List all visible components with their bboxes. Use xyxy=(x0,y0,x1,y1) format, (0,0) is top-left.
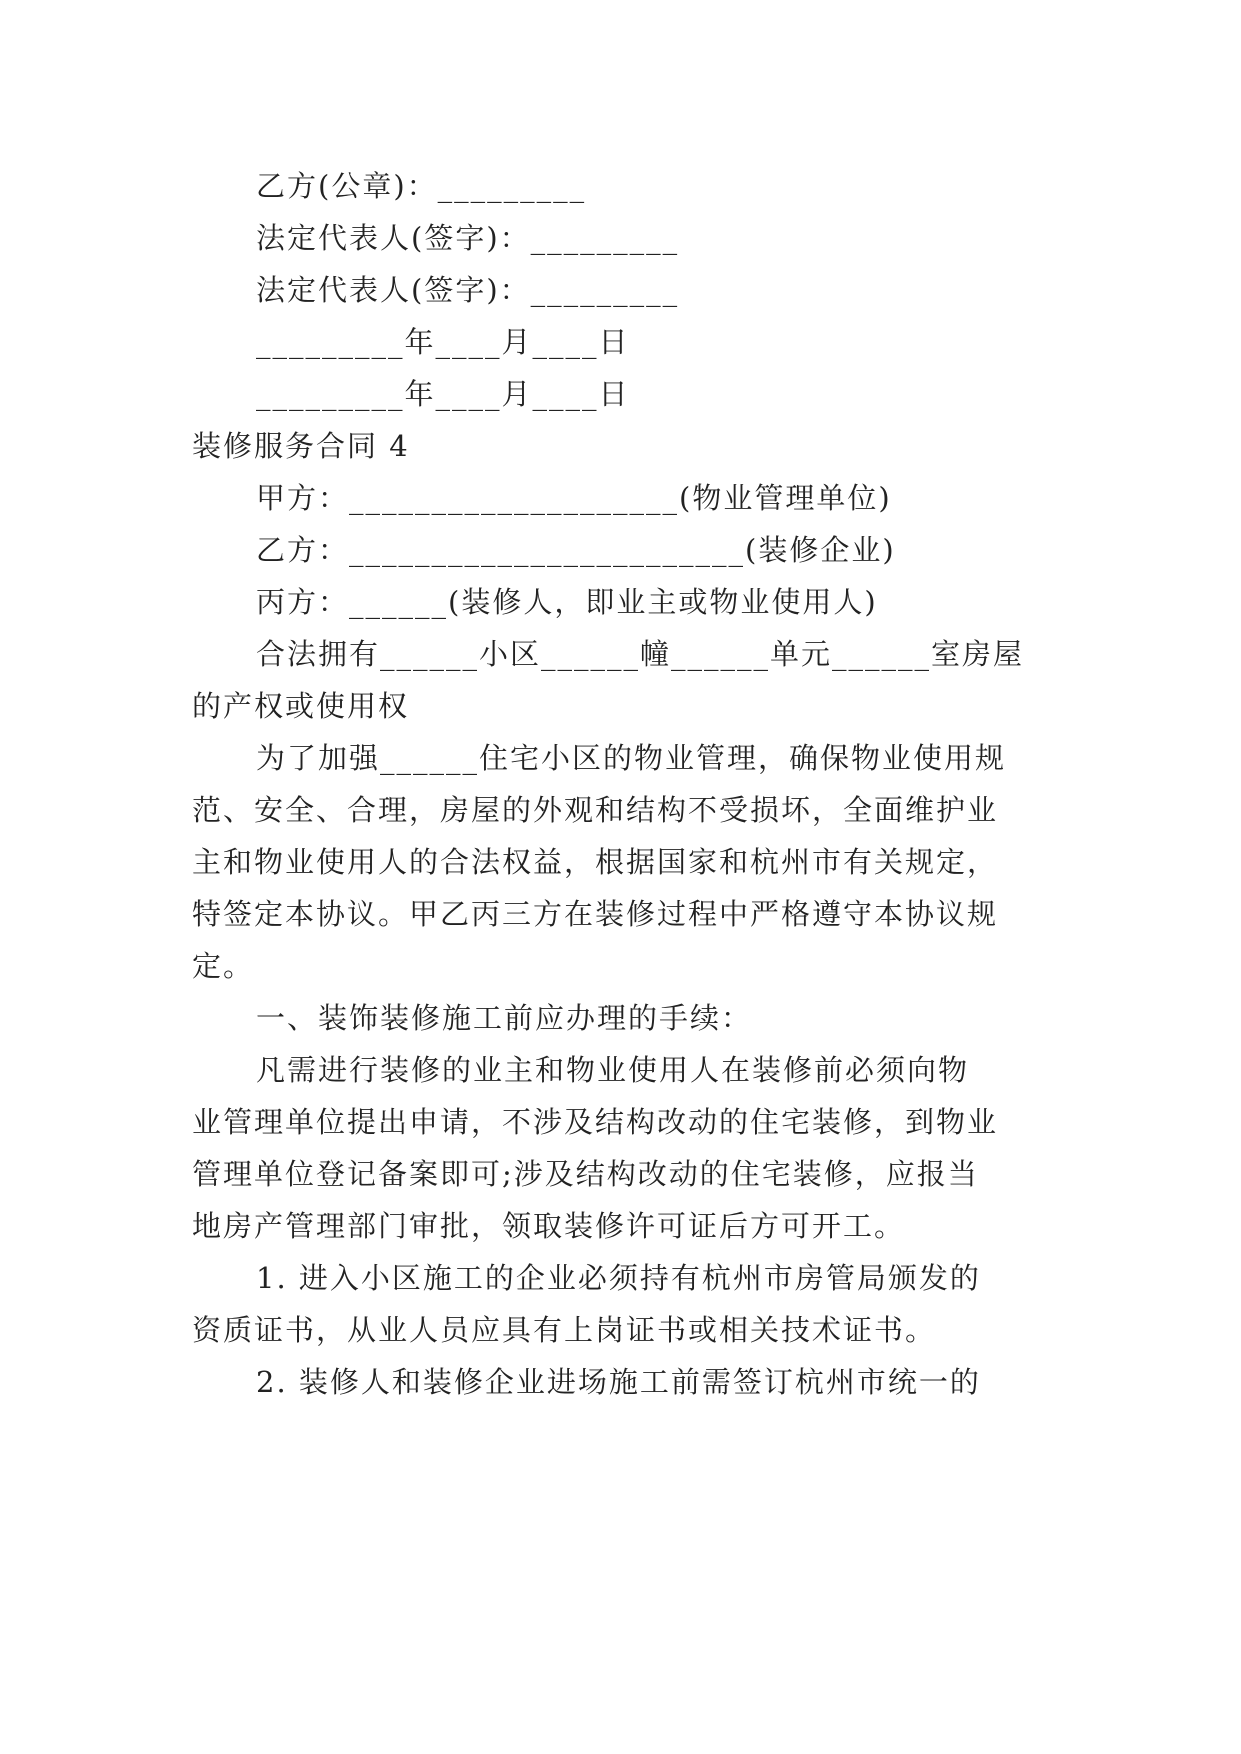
party-b-line: 乙方：________________________(装修企业) xyxy=(256,533,896,567)
paragraph-line: 特签定本协议。甲乙丙三方在装修过程中严格遵守本协议规 xyxy=(192,897,999,931)
paragraph-line: 管理单位登记备案即可;涉及结构改动的住宅装修，应报当 xyxy=(192,1157,979,1191)
paragraph-line: 合法拥有______小区______幢______单元______室房屋 xyxy=(256,637,1025,671)
contract-title: 装修服务合同 4 xyxy=(192,429,410,463)
list-item: 2. 装修人和装修企业进场施工前需签订杭州市统一的 xyxy=(256,1365,981,1399)
paragraph-line: 凡需进行装修的业主和物业使用人在装修前必须向物 xyxy=(256,1053,970,1087)
paragraph-line: 范、安全、合理，房屋的外观和结构不受损坏，全面维护业 xyxy=(192,793,999,827)
date-line: _________年____月____日 xyxy=(256,325,630,359)
paragraph-line: 的产权或使用权 xyxy=(192,689,410,723)
party-b-seal-line: 乙方(公章)：_________ xyxy=(256,169,587,203)
paragraph-line: 资质证书，从业人员应具有上岗证书或相关技术证书。 xyxy=(192,1313,937,1347)
date-line: _________年____月____日 xyxy=(256,377,630,411)
paragraph-line: 为了加强______住宅小区的物业管理，确保物业使用规 xyxy=(256,741,1007,775)
legal-rep-signature-line: 法定代表人(签字)：_________ xyxy=(256,273,680,307)
party-c-line: 丙方：______(装修人，即业主或物业使用人) xyxy=(256,585,878,619)
paragraph-line: 定。 xyxy=(192,949,255,983)
paragraph-line: 业管理单位提出申请，不涉及结构改动的住宅装修，到物业 xyxy=(192,1105,999,1139)
party-a-line: 甲方：____________________(物业管理单位) xyxy=(256,481,892,515)
paragraph-line: 主和物业使用人的合法权益，根据国家和杭州市有关规定， xyxy=(192,845,999,879)
paragraph-line: 地房产管理部门审批，领取装修许可证后方可开工。 xyxy=(192,1209,906,1243)
section-heading: 一、装饰装修施工前应办理的手续： xyxy=(256,1001,753,1035)
list-item: 1. 进入小区施工的企业必须持有杭州市房管局颁发的 xyxy=(256,1261,981,1295)
legal-rep-signature-line: 法定代表人(签字)：_________ xyxy=(256,221,680,255)
